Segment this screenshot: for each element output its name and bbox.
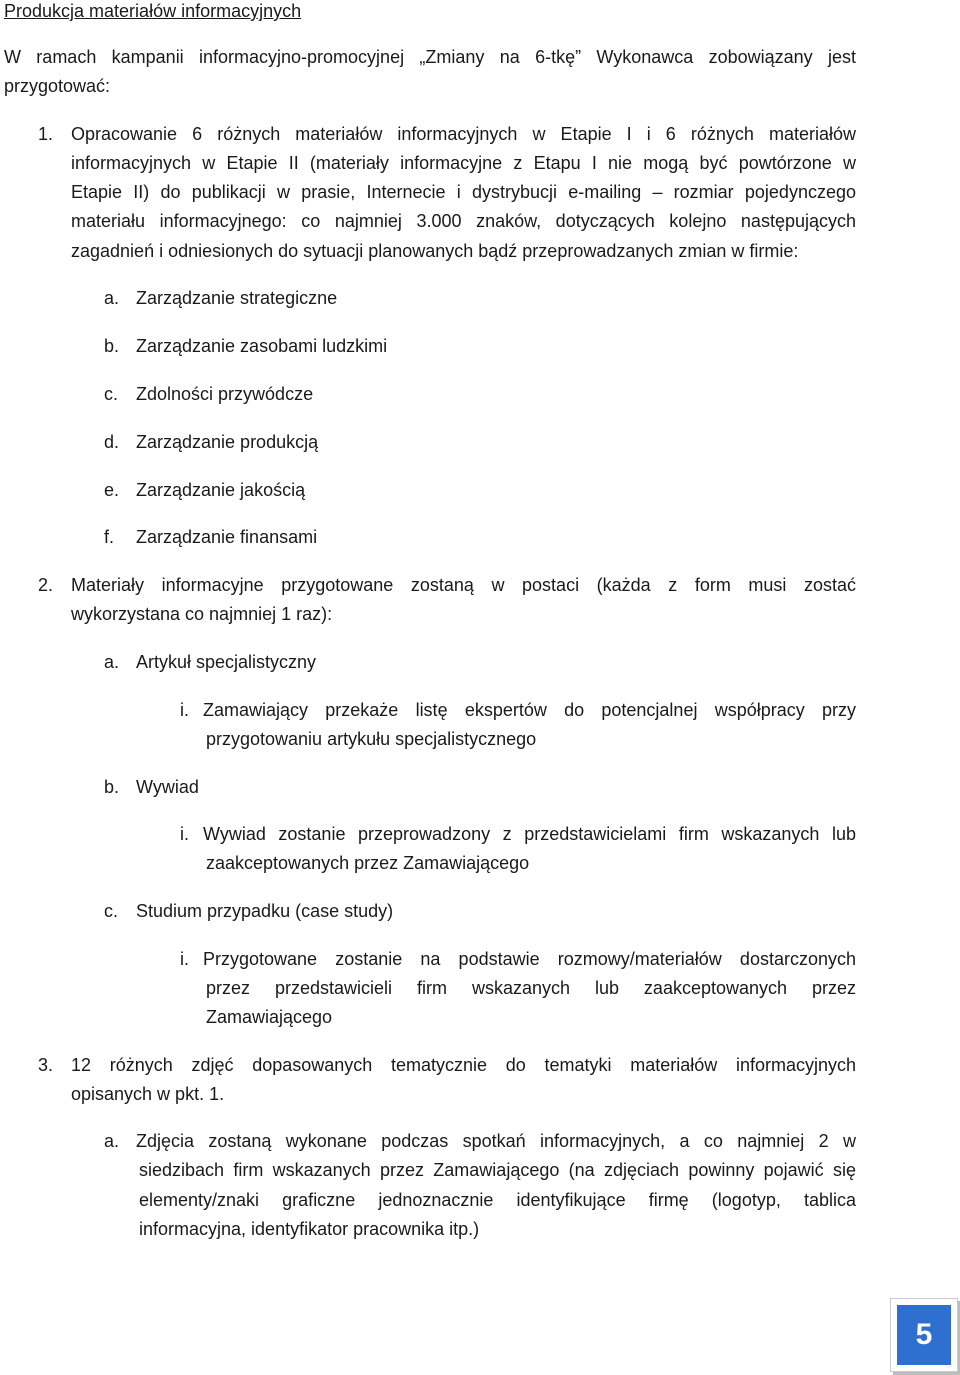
subitem-text: Zarządzanie jakością <box>136 480 306 500</box>
roman-item-line: Zamawiającego <box>206 1007 333 1027</box>
item-1-number: 1. <box>38 124 54 144</box>
subitem-text: Zarządzanie finansami <box>136 527 318 547</box>
subitem-line: elementy/znaki graficzne jednoznacznie identyfikujące firmę (logotyp, tablica <box>139 1190 856 1210</box>
subitem-letter: a. <box>104 288 120 308</box>
subitem-line: Zdjęcia zostaną wykonane podczas spotkań informacyjnych, a co najmniej 2 w <box>136 1131 856 1151</box>
item-2-number: 2. <box>38 575 54 595</box>
roman-item-line: zaakceptowanych przez Zamawiającego <box>206 853 530 873</box>
subitem-letter: a. <box>104 652 120 672</box>
subitem-letter: b. <box>104 777 120 797</box>
subitem-letter: c. <box>104 901 119 921</box>
roman-item-line: Zamawiający przekaże listę ekspertów do potencjalnej współpracy przy <box>203 700 856 720</box>
intro-line-1: W ramach kampanii informacyjno-promocyjnej „Zmiany na 6-tkę” Wykonawca zobowiązany jest <box>4 47 856 67</box>
page-number: 5 <box>897 1305 951 1365</box>
subitem-letter: a. <box>104 1131 120 1151</box>
item-2-line: wykorzystana co najmniej 1 raz): <box>71 604 333 624</box>
intro-line-2: przygotować: <box>4 76 111 96</box>
subitem-text: Zarządzanie zasobami ludzkimi <box>136 336 388 356</box>
item-1-line: zagadnień i odniesionych do sytuacji planowanych bądź przeprowadzanych zmian w firmie: <box>71 241 799 261</box>
item-3-line: opisanych w pkt. 1. <box>71 1084 225 1104</box>
item-1-line: informacyjnych w Etapie II (materiały informacyjne z Etapu I nie mogą być powtórzone w <box>71 153 856 173</box>
roman-item-line: przez przedstawicieli firm wskazanych lub zaakceptowanych przez <box>206 978 856 998</box>
item-3-number: 3. <box>38 1055 54 1075</box>
subitem-letter: b. <box>104 336 120 356</box>
roman-number: i. <box>180 824 189 844</box>
section-heading: Produkcja materiałów informacyjnych <box>4 1 302 21</box>
item-1-line: Opracowanie 6 różnych materiałów informacyjnych w Etapie I i 6 różnych materiałów <box>71 124 856 144</box>
page-number-badge <box>890 1298 958 1372</box>
roman-item-line: przygotowaniu artykułu specjalistycznego <box>206 729 537 749</box>
subitem-text: Wywiad <box>136 777 199 797</box>
subitem-letter: e. <box>104 480 120 500</box>
subitem-line: informacyjna, identyfikator pracownika itp.) <box>139 1219 480 1239</box>
subitem-text: Zarządzanie produkcją <box>136 432 319 452</box>
subitem-letter: d. <box>104 432 120 452</box>
item-3-line: 12 różnych zdjęć dopasowanych tematycznie do tematyki materiałów informacyjnych <box>71 1055 856 1075</box>
subitem-text: Zarządzanie strategiczne <box>136 288 338 308</box>
roman-number: i. <box>180 949 189 969</box>
subitem-line: siedzibach firm wskazanych przez Zamawiającego (na zdjęciach powinny pojawić się <box>139 1160 856 1180</box>
subitem-letter: f. <box>104 527 115 547</box>
item-1-line: materiału informacyjnego: co najmniej 3.000 znaków, dotyczących kolejno następujących <box>71 211 856 231</box>
item-2-line: Materiały informacyjne przygotowane zostaną w postaci (każda z form musi zostać <box>71 575 856 595</box>
roman-number: i. <box>180 700 189 720</box>
subitem-text: Artykuł specjalistyczny <box>136 652 317 672</box>
subitem-text: Zdolności przywódcze <box>136 384 314 404</box>
roman-item-line: Przygotowane zostanie na podstawie rozmowy/materiałów dostarczonych <box>203 949 856 969</box>
roman-item-line: Wywiad zostanie przeprowadzony z przedstawicielami firm wskazanych lub <box>203 824 856 844</box>
subitem-text: Studium przypadku (case study) <box>136 901 394 921</box>
subitem-letter: c. <box>104 384 119 404</box>
item-1-line: Etapie II) do publikacji w prasie, Internecie i dystrybucji e-mailing – rozmiar pojedynczego <box>71 182 856 202</box>
